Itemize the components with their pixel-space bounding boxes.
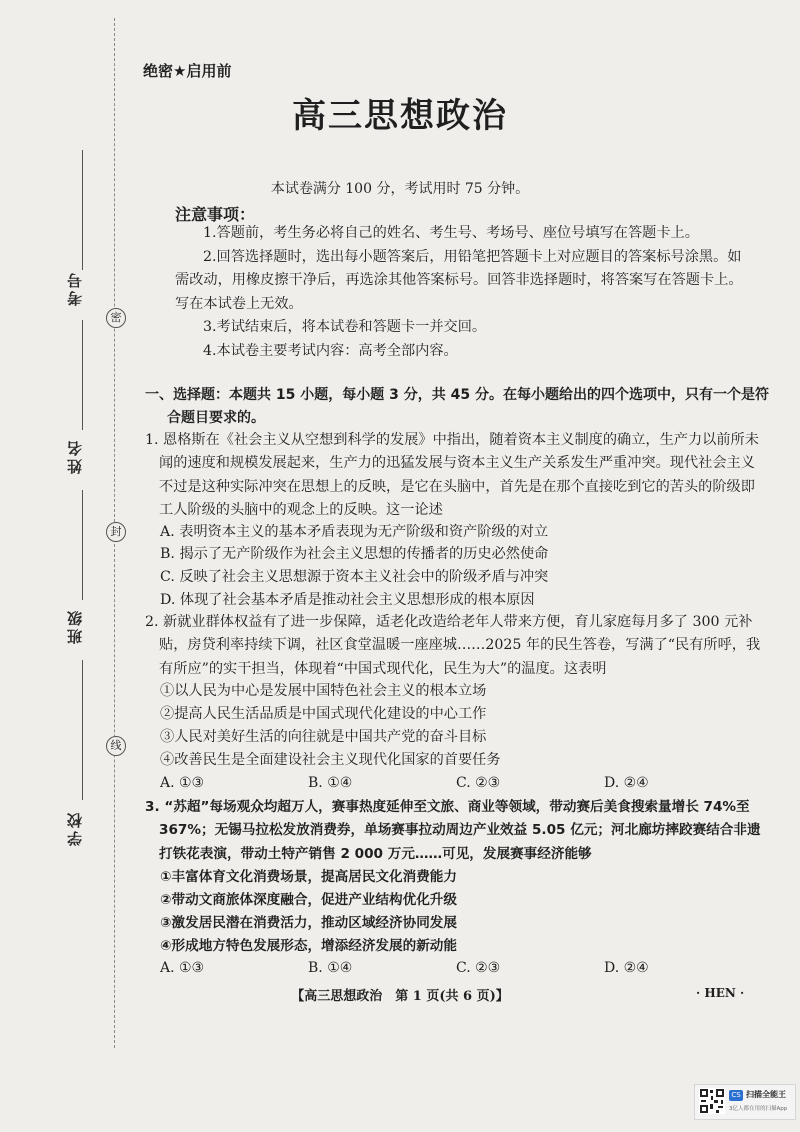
school-label: 学校 [66, 810, 84, 846]
question-1-stem: 1. 恩格斯在《社会主义从空想到科学的发展》中指出，随着资本主义制度的确立，生产力以前所未闻的速度和规模发展起来，生产力的迅猛发展与资本主义生产关系发生严重冲突。现代社会主义不过是这种实际冲突在思想上的反映，是它在头脑中，首先是在那个直接吃到它的苦头的阶级即工人阶级的头脑中的观念上的反映。这一论述 [145, 432, 759, 519]
question-3-choice-c: C. ②③ [456, 960, 501, 976]
question-2-choice-d: D. ②④ [604, 775, 649, 791]
question-2-stem: 2. 新就业群体权益有了进一步保障，适老化改造给老年人带来方便，育儿家庭每月多了 300 元补贴，房贷利率持续下调，社区食堂温暖一座座城……2025 年的民生答卷，写满了“民有所呼，我有所应”的实干担当，体现着“中国式现代化，民生为大”的温度。这表明 [145, 614, 761, 677]
question-3-stem: 3. “苏超”每场观众均超万人，赛事热度延伸至文旅、商业等领域，带动赛后美食搜索量增长 74%至 367%；无锡马拉松发放消费券，单场赛事拉动周边产业效益 5.05 亿元；河北廊坊摔跤赛结合非遗打铁花表演，带动土特产销售 2 000 万元……可见，发展赛事经济能够 [145, 799, 761, 862]
question-3-item-1: ①丰富体育文化消费场景，提高居民文化消费能力 [160, 869, 457, 885]
page-footer: 【高三思想政治 第 1 页(共 6 页)】 [291, 989, 509, 1004]
question-1-option-c: C. 反映了社会主义思想源于资本主义社会中的阶级矛盾与冲突 [160, 569, 549, 585]
exam-meta: 本试卷满分 100 分，考试用时 75 分钟。 [270, 181, 530, 197]
exam-code: · HEN · [696, 986, 745, 1000]
name-label: 姓名 [66, 438, 84, 474]
exam-no-label: 考号 [66, 270, 84, 306]
scanner-name: 扫描全能王 [746, 1090, 786, 1099]
question-1-option-b: B. 揭示了无产阶级作为社会主义思想的传播者的历史必然使命 [160, 546, 549, 562]
name-line [82, 320, 84, 430]
question-2-choice-a: A. ①③ [160, 775, 205, 791]
question-3-choice-d: D. ②④ [604, 960, 649, 976]
scanner-logo: CS [729, 1090, 743, 1101]
notice-heading: 注意事项： [175, 205, 256, 224]
qr-code-icon [699, 1088, 725, 1114]
question-2-choice-b: B. ①④ [308, 775, 353, 791]
question-2-item-3: ③人民对美好生活的向往就是中国共产党的奋斗目标 [160, 729, 487, 745]
question-1-option-a: A. 表明资本主义的基本矛盾表现为无产阶级和资产阶级的对立 [160, 524, 549, 540]
notice-item-3: 3.考试结束后，将本试卷和答题卡一并交回。 [203, 319, 487, 335]
page-title: 高三思想政治 [292, 96, 508, 136]
class-line [82, 490, 84, 600]
class-label: 班级 [66, 608, 84, 644]
question-2-item-4: ④改善民生是全面建设社会主义现代化国家的首要任务 [160, 752, 501, 768]
seal-feng: 封 [106, 522, 126, 542]
seal-mi: 密 [106, 308, 126, 328]
scanner-subtitle: 3亿人都在用的扫描App [729, 1106, 788, 1112]
question-3-choice-a: A. ①③ [160, 960, 205, 976]
school-line [82, 660, 84, 800]
notice-item-1: 1.答题前，考生务必将自己的姓名、考生号、考场号、座位号填写在答题卡上。 [203, 225, 699, 241]
question-1-option-d: D. 体现了社会基本矛盾是推动社会主义思想形成的根本原因 [160, 592, 535, 608]
question-3-choice-b: B. ①④ [308, 960, 353, 976]
seal-xian: 线 [106, 736, 126, 756]
notice-item-4: 4.本试卷主要考试内容：高考全部内容。 [203, 343, 458, 359]
question-3-item-4: ④形成地方特色发展形态，增添经济发展的新动能 [160, 938, 457, 954]
question-3-item-3: ③激发居民潜在消费活力，推动区域经济协同发展 [160, 915, 457, 931]
question-2-item-1: ①以人民为中心是发展中国特色社会主义的根本立场 [160, 683, 487, 699]
exam-no-line [82, 150, 84, 270]
question-2-choice-c: C. ②③ [456, 775, 501, 791]
notice-item-2: 2.回答选择题时，选出每小题答案后，用铅笔把答题卡上对应题目的答案标号涂黑。如需改动，用橡皮擦干净后，再选涂其他答案标号。回答非选择题时，将答案写在答题卡上。写在本试卷上无效。 [175, 249, 743, 312]
section-heading: 一、选择题：本题共 15 小题，每小题 3 分，共 45 分。在每小题给出的四个选项中，只有一个是符合题目要求的。 [145, 387, 769, 427]
question-3-item-2: ②带动文商旅体深度融合，促进产业结构优化升级 [160, 892, 457, 908]
confidential-mark: 绝密★启用前 [143, 62, 232, 80]
question-2-item-2: ②提高人民生活品质是中国式现代化建设的中心工作 [160, 706, 487, 722]
binding-strip [0, 0, 114, 1132]
scanner-watermark [694, 1084, 796, 1120]
